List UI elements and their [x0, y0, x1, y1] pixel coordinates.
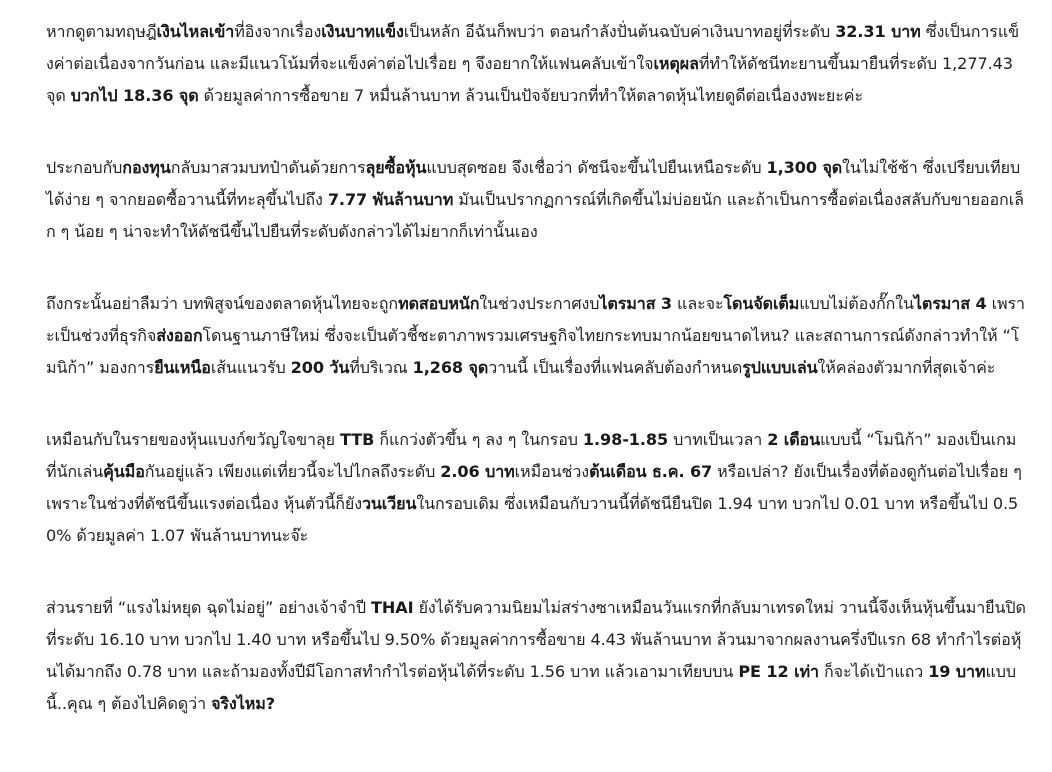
text-run: โดนฐานภาษีใหม่ ซึ่งจะเป็นตัวชี้ชะตาภาพรวมเศรษฐกิจไทยกระทบมากน้อยขนาดไหน? และสถานการณ์ดังกล่าวทำให้ “โมนิก้า” มองการ — [46, 326, 1020, 377]
bold-text: PE 12 เท่า — [738, 662, 819, 681]
bold-text: เหตุผล — [653, 54, 699, 73]
text-run: บาทเป็นเวลา — [668, 430, 768, 449]
bold-text: เงินไหลเข้า — [156, 22, 235, 41]
bold-text: ยืนเหนือ — [154, 358, 211, 377]
bold-text: 2.06 บาท — [440, 462, 515, 481]
bold-text: วนเวียน — [361, 494, 417, 513]
bold-text: ไตรมาส 3 — [599, 294, 673, 313]
text-run: เป็นหลัก อีฉันก็พบว่า ตอนกำลังปั่นต้นฉบับค่าเงินบาทอยู่ที่ระดับ — [403, 22, 836, 41]
text-run: กันอยู่แล้ว เพียงแต่เที่ยวนี้จะไปไกลถึงระดับ — [144, 462, 441, 481]
text-run: ประกอบกับ — [46, 158, 123, 177]
text-run: ที่บริเวณ — [349, 358, 413, 377]
bold-text: ไตรมาส 4 — [913, 294, 987, 313]
text-run: ซึ่งเป็นการแข็งค่าต่อเนื่องจากวันก่อน และมีแนวโน้มที่จะแข็งค่าต่อไปเรื่อย ๆ จึงอยากให้แฟนคลับเข้าใจ — [46, 22, 1020, 73]
text-run: ในไม่ใช้ช้า ซึ่งเปรียบเทียบได้ง่าย ๆ จากยอดซื้อวานนี้ที่ทะลุขึ้นไปถึง — [46, 158, 1021, 209]
bold-text: 200 วัน — [290, 358, 350, 377]
bold-text: 1,268 จุด — [412, 358, 489, 377]
paragraph-2 — [46, 152, 1026, 248]
text-run: ให้คล่องตัวมากที่สุดเจ้าค่ะ — [817, 358, 996, 377]
text-run: เพราะเป็นช่วงที่ธุรกิจ — [46, 294, 1025, 345]
bold-text: TTB — [340, 430, 375, 449]
text-run: วานนี้ เป็นเรื่องที่แฟนคลับต้องกำหนด — [488, 358, 743, 377]
paragraph-4 — [46, 424, 1026, 552]
bold-text: 32.31 บาท — [835, 22, 921, 41]
text-run: ด้วยมูลค่าการซื้อขาย 7 หมื่นล้านบาท ล้วนเป็นปัจจัยบวกที่ทำให้ตลาดหุ้นไทยดูดีต่อเนื่องงพะยะค่ะ — [198, 86, 863, 105]
bold-text: ลุยซื้อหุ้น — [365, 158, 427, 177]
text-run: ที่อิงจากเรื่อง — [234, 22, 322, 41]
text-run: ยังได้รับความนิยมไม่สร่างซาเหมือนวันแรกที่กลับมาเทรดใหม่ วานนี้จึงเห็นหุ้นขึ้นมายืนปิดที่ระดับ 16.10 บาท บวกไป 1.40 บาท หรือขึ้นไป 9.50% ด้วยมูลค่าการซื้อขาย 4.43 พันล้านบาท ล้วนมาจากผลงานครึ่งปีแรก 68 ทำกำไรต่อหุ้นได้มากถึง 0.78 บาท และถ้ามองทั้งปีมีโอกาสทำกำไรต่อหุ้นได้ที่ระดับ 1.56 บาท แล้วเอามาเทียบบน — [46, 598, 1026, 681]
bold-text: จริงไหม? — [211, 694, 275, 713]
text-run: เส้นแนวรับ — [210, 358, 291, 377]
bold-text: ทดสอบหนัก — [398, 294, 480, 313]
bold-text: กองทุน — [122, 158, 171, 177]
text-run: ในกรอบเดิม ซึ่งเหมือนกับวานนี้ที่ดัชนียืนปิด 1.94 บาท บวกไป 0.01 บาท หรือขึ้นไป 0.50% ด้วยมูลค่า 1.07 พันล้านบาทนะจ๊ะ — [46, 494, 1019, 545]
text-run: ก็แกว่งตัวขึ้น ๆ ลง ๆ ในกรอบ — [374, 430, 583, 449]
bold-text: 2 เดือน — [767, 430, 821, 449]
bold-text: THAI — [371, 598, 414, 617]
text-run: มันเป็นปรากฏการณ์ที่เกิดขึ้นไม่บ่อยนัก และถ้าเป็นการซื้อต่อเนื่องสลับกับขายออกเล็ก ๆ น้อย ๆ น่าจะทำให้ดัชนีขึ้นไปยืนที่ระดับดังกล่าวได้ไม่ยากก็เท่านั้นเอง — [46, 190, 1024, 241]
paragraph-5 — [46, 592, 1026, 720]
bold-text: โดนจัดเต็ม — [723, 294, 800, 313]
text-run: เหมือนช่วง — [514, 462, 590, 481]
text-run: ในช่วงประกาศงบ — [479, 294, 600, 313]
bold-text: 1.98-1.85 — [582, 430, 669, 449]
text-run: ก็จะได้เป้าแถว — [818, 662, 929, 681]
text-run: หากดูตามทฤษฎี — [46, 22, 157, 41]
bold-text: คุ้นมือ — [103, 462, 145, 481]
bold-text: รูปแบบเล่น — [742, 358, 818, 377]
bold-text: บวกไป 18.36 จุด — [70, 86, 199, 105]
paragraph-3 — [46, 288, 1026, 384]
bold-text: 7.77 พันล้านบาท — [327, 190, 454, 209]
text-run: เหมือนกับในรายของหุ้นแบงก์ขวัญใจขาลุย — [46, 430, 341, 449]
text-run: แบบนี้ “โมนิก้า” มองเป็นเกมที่นักเล่น — [46, 430, 1017, 481]
text-run: และจะ — [672, 294, 724, 313]
text-run: แบบสุดซอย จึงเชื่อว่า ดัชนีจะขึ้นไปยืนเหนือระดับ — [426, 158, 767, 177]
text-run: แบบไม่ต้องกั๊กใน — [799, 294, 914, 313]
text-run: ส่วนรายที่ “แรงไม่หยุด ฉุดไม่อยู่” อย่างเจ้าจำปี — [46, 598, 372, 617]
bold-text: 19 บาท — [928, 662, 986, 681]
text-run: หรือเปล่า? ยังเป็นเรื่องที่ต้องดูกันต่อไปเรื่อย ๆ เพราะในช่วงที่ดัชนีขึ้นแรงต่อเนื่อง หุ้นตัวนี้ก็ยัง — [46, 462, 1022, 513]
text-run: ถึงกระนั้นอย่าลืมว่า บทพิสูจน์ของตลาดหุ้นไทยจะถูก — [46, 294, 399, 313]
text-run: ที่ทำให้ดัชนีทะยานขึ้นมายืนที่ระดับ 1,277.43 จุด — [46, 54, 1013, 105]
bold-text: เงินบาทแข็ง — [321, 22, 404, 41]
bold-text: ต้นเดือน ธ.ค. 67 — [589, 462, 713, 481]
text-run: แบบนี้..คุณ ๆ ต้องไปคิดดูว่า — [46, 662, 1016, 713]
text-run: กลับมาสวมบทป๋าดันด้วยการ — [170, 158, 366, 177]
bold-text: ส่งออก — [156, 326, 203, 345]
article-body — [46, 16, 1026, 760]
bold-text: 1,300 จุด — [766, 158, 843, 177]
paragraph-1 — [46, 16, 1026, 112]
